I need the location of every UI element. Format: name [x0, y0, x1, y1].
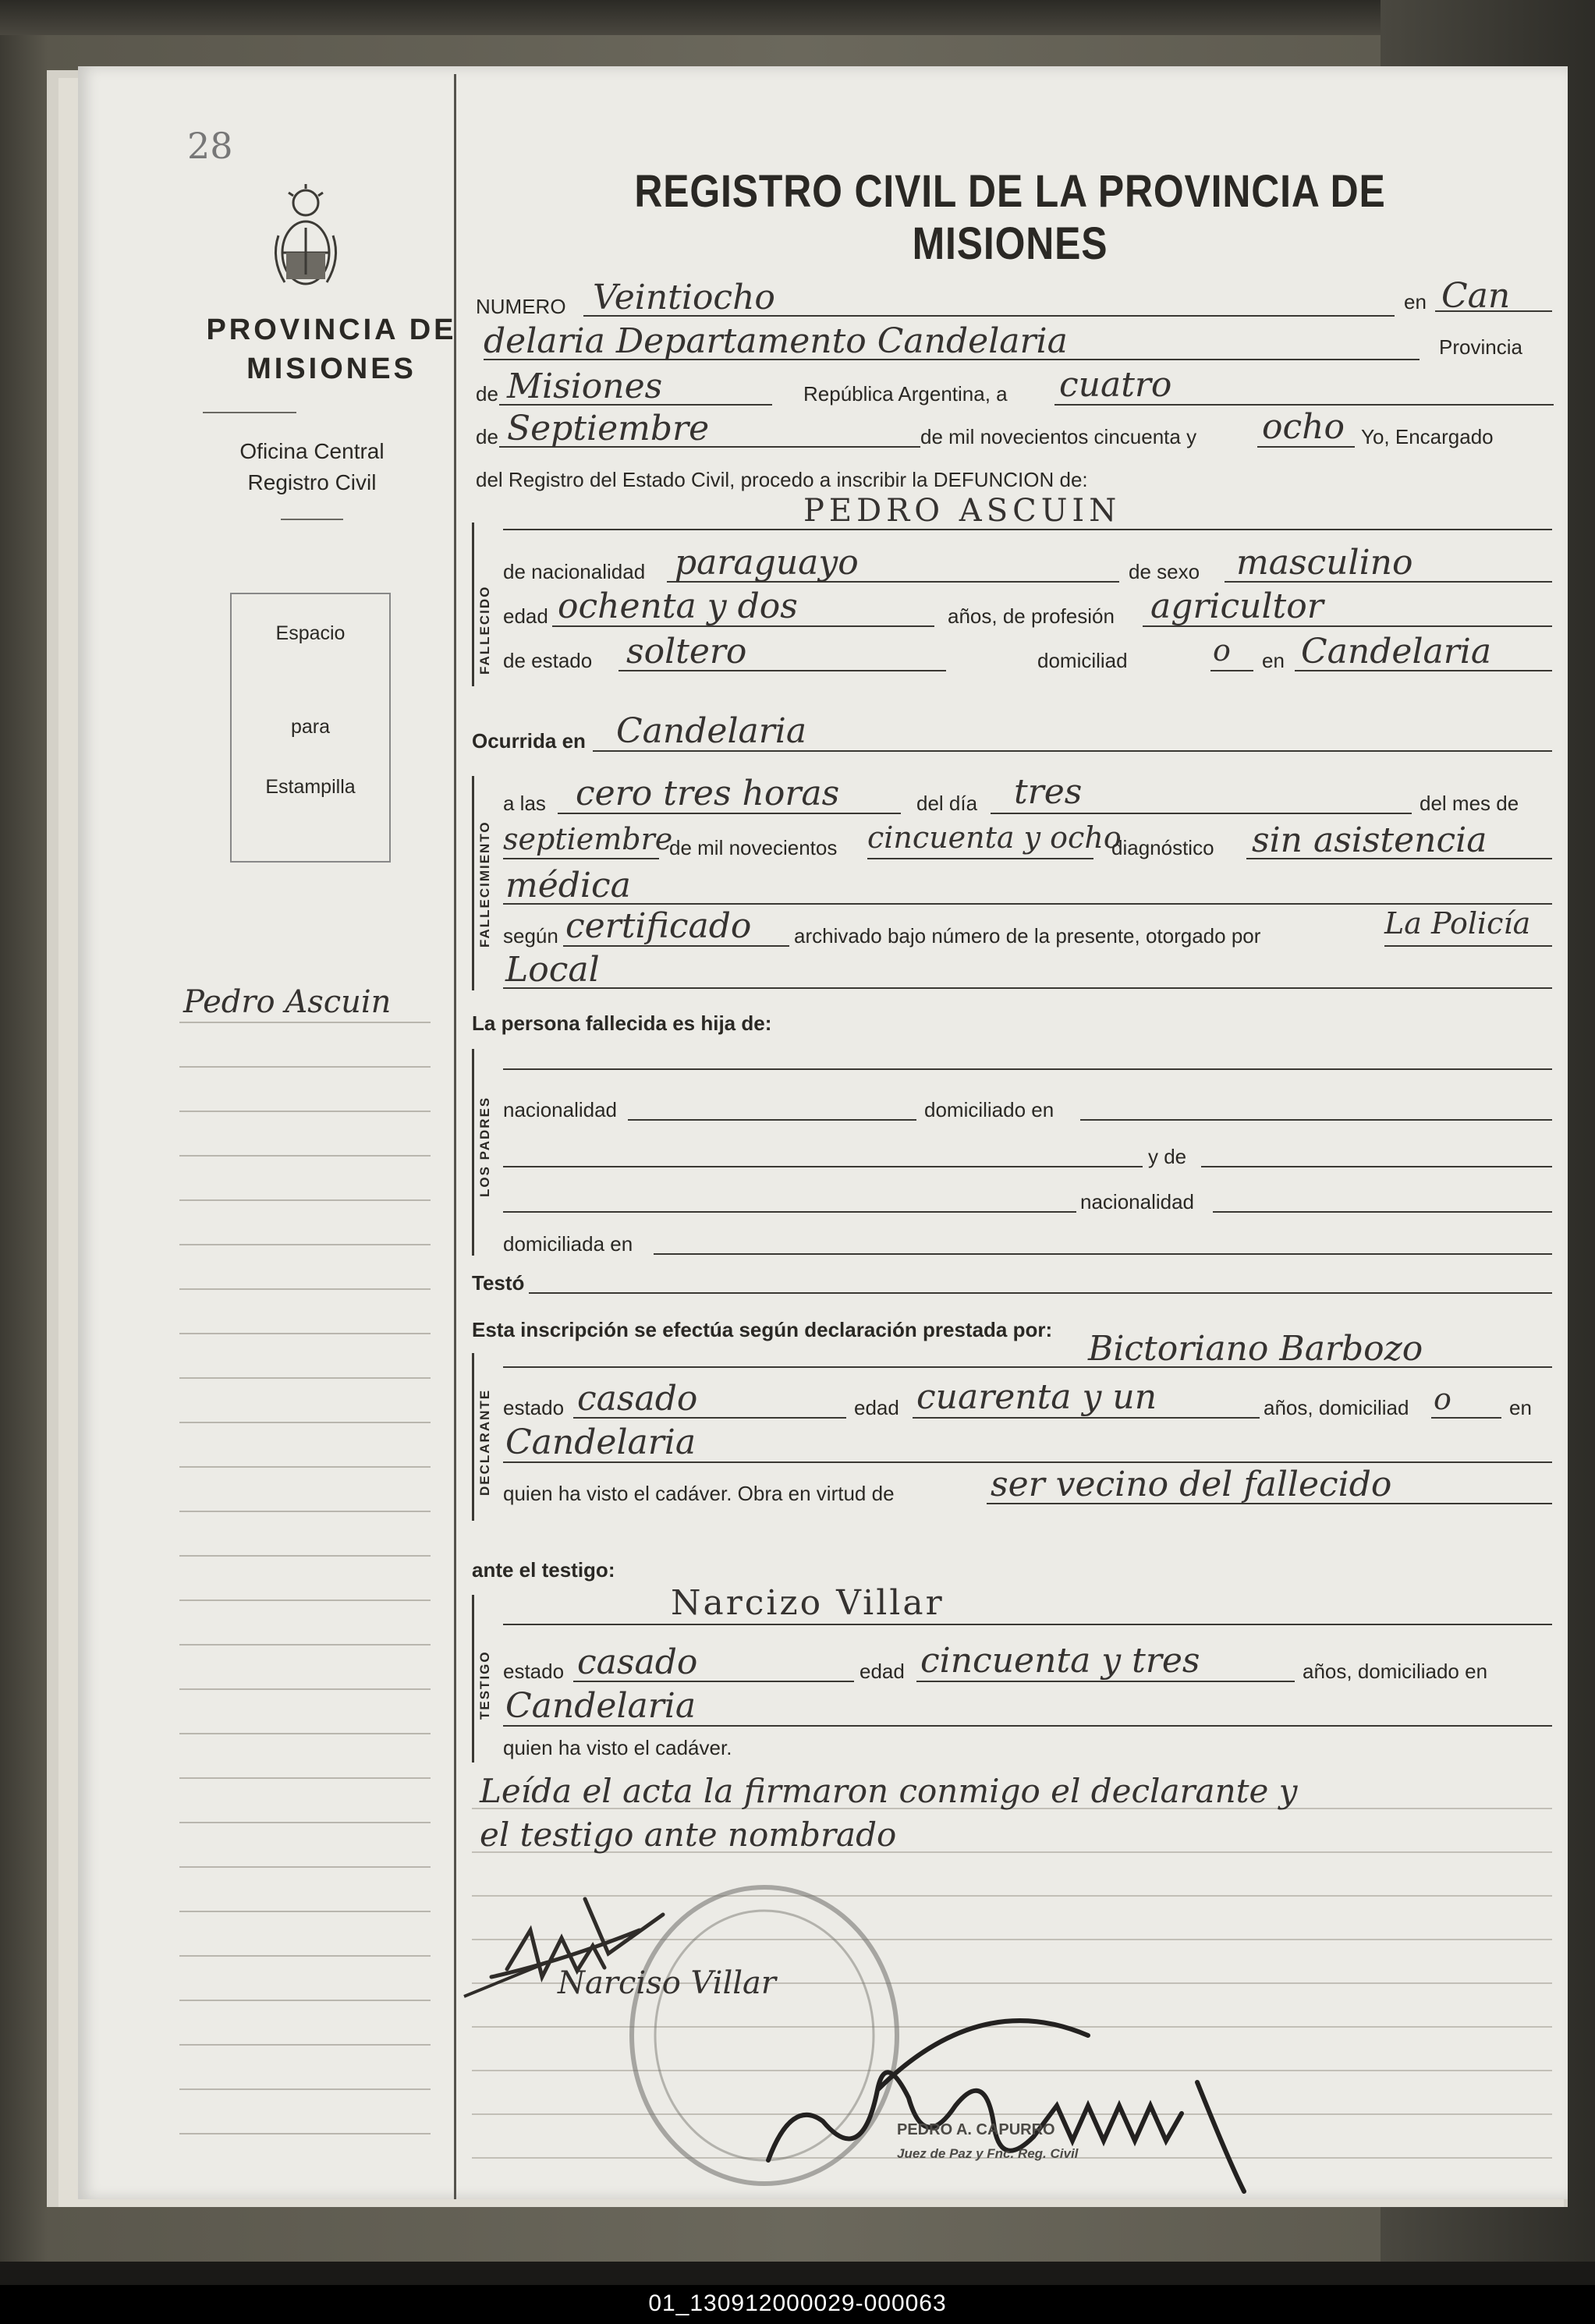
line-madre-nacionalidad: [1213, 1211, 1552, 1213]
value-testigo-domicilio: Candelaria: [505, 1686, 696, 1726]
label-numero: NUMERO: [476, 295, 566, 318]
testigo-bar: [472, 1595, 474, 1762]
label-estado: de estado: [503, 649, 593, 672]
side-label-declarante: DECLARANTE: [477, 1388, 492, 1496]
closing-line-2: el testigo ante nombrado: [480, 1816, 897, 1854]
value-en-part1: Can: [1441, 276, 1511, 316]
line-deceased-name: [503, 529, 1552, 530]
stub-ruled-line: [179, 1644, 431, 1646]
label-del-dia: del día: [916, 792, 978, 815]
footer-image-code: 01_130912000029-000063: [648, 2290, 947, 2316]
stub-ruled-line: [179, 1377, 431, 1379]
label-ante-testigo: ante el testigo:: [472, 1558, 615, 1582]
stub-ruled-line: [179, 1422, 431, 1423]
stub-ruled-line: [179, 1066, 431, 1068]
stub-ruled-line: [179, 1822, 431, 1823]
stub-ruled-line: [179, 1955, 431, 1957]
value-edad: ochenta y dos: [558, 586, 798, 626]
label-testigo-estado: estado: [503, 1660, 565, 1683]
line-declarante-dom-suffix: [1431, 1417, 1501, 1419]
label-mil-novecientos: de mil novecientos cincuenta y: [920, 425, 1197, 448]
label-testigo-edad: edad: [860, 1660, 905, 1683]
line-madre-nombre: [1201, 1166, 1552, 1167]
value-testigo-nombre: Narcizo Villar: [671, 1583, 945, 1623]
value-anio: ocho: [1262, 407, 1345, 447]
line-domicilio-suffix: [1210, 670, 1253, 671]
label-padre-nacionalidad: nacionalidad: [503, 1098, 618, 1121]
value-testigo-estado: casado: [577, 1642, 698, 1682]
value-dia-muerte: tres: [1014, 772, 1083, 812]
stub-ruled-line: [179, 1288, 431, 1290]
label-provincia: Provincia: [1439, 335, 1522, 359]
value-testigo-edad: cincuenta y tres: [920, 1641, 1200, 1681]
line-testigo-nombre: [503, 1624, 1552, 1625]
value-en-part2: delaria Departamento Candelaria: [484, 321, 1068, 361]
stub-province-title: PROVINCIA DE MISIONES: [206, 314, 457, 385]
label-republica: República Argentina, a: [803, 382, 1008, 406]
stub-ruled-line: [179, 1199, 431, 1201]
stub-ruled-line: [179, 1733, 431, 1734]
value-domicilio: Candelaria: [1301, 632, 1492, 671]
stub-separator: [454, 74, 456, 2199]
stamp-label-1: Espacio: [275, 622, 346, 644]
value-numero: Veintiocho: [593, 278, 775, 317]
value-mes: Septiembre: [507, 409, 710, 448]
stub-ruled-line: [179, 2044, 431, 2046]
value-otorgado-2: Local: [505, 950, 600, 990]
value-dia: cuatro: [1059, 365, 1172, 405]
label-domiciliado: domiciliad: [1037, 649, 1128, 672]
label-declarante-estado: estado: [503, 1396, 565, 1419]
line-dia-muerte: [991, 813, 1412, 814]
label-mil-novecientos-2: de mil novecientos: [669, 836, 838, 859]
stub-ruled-line: [179, 2133, 431, 2134]
line-padre-nombre: [503, 1068, 1552, 1070]
signature-stroke: [460, 1954, 554, 2000]
side-label-fallecido: FALLECIDO: [477, 585, 492, 675]
stub-ruled-line: [179, 1111, 431, 1112]
label-yo-encargado: Yo, Encargado: [1361, 425, 1494, 448]
value-mes-muerte: septiembre: [503, 822, 673, 856]
padres-bar: [472, 1049, 474, 1256]
label-quien-ha-visto-obra: quien ha visto el cadáver. Obra en virtud de: [503, 1482, 895, 1505]
stub-ruled-line: [179, 1022, 431, 1023]
line-testigo-edad: [916, 1681, 1295, 1682]
stub-ruled-line: [179, 2000, 431, 2001]
label-anios-profesion: años, de profesión: [948, 604, 1115, 628]
line-otorgado: [1384, 945, 1552, 947]
signature-testigo-text: Narciso Villar: [558, 1965, 777, 2001]
value-diagnostico-2: médica: [505, 866, 631, 905]
stub-deceased-name: Pedro Ascuin: [183, 984, 392, 1020]
label-del-mes-de: del mes de: [1420, 792, 1519, 815]
argentina-coat-of-arms-icon: [269, 181, 343, 294]
label-inscripcion: Esta inscripción se efectúa según declaración prestada por:: [472, 1318, 1053, 1341]
stub-office-line2: Registro Civil: [247, 470, 377, 494]
line-padre-domicilio: [1080, 1119, 1552, 1121]
value-diagnostico-1: sin asistencia: [1252, 820, 1487, 860]
line-diagnostico-2: [503, 903, 1552, 905]
form-title: REGISTRO CIVIL DE LA PROVINCIA DE MISIONES: [634, 166, 1386, 269]
stamp-label-3: Estampilla: [265, 776, 356, 798]
value-ocurrida: Candelaria: [616, 711, 807, 751]
value-declarante-domicilio: Candelaria: [505, 1422, 696, 1462]
label-madre-nacionalidad: nacionalidad: [1080, 1190, 1195, 1213]
label-declarante-anios: años, domiciliad: [1264, 1396, 1409, 1419]
label-hija-de: La persona fallecida es hija de:: [472, 1011, 772, 1035]
declarante-bar: [472, 1353, 474, 1521]
label-archivado: archivado bajo número de la presente, otorgado por: [794, 924, 1261, 948]
line-testo: [529, 1292, 1552, 1294]
label-declarante-edad: edad: [854, 1396, 899, 1419]
value-nacionalidad: paraguayo: [675, 543, 859, 583]
value-provincia-de: Misiones: [507, 367, 663, 406]
label-quien-ha-visto: quien ha visto el cadáver.: [503, 1736, 732, 1759]
value-sexo: masculino: [1236, 543, 1413, 583]
stub-ruled-line: [179, 1777, 431, 1779]
line-declarante-edad: [913, 1417, 1260, 1419]
value-anio-muerte: cincuenta y ocho: [867, 820, 1122, 855]
value-declarante-edad: cuarenta y un: [916, 1377, 1157, 1417]
signature-juez: [760, 2004, 1306, 2207]
stub-ruled-line: [179, 1600, 431, 1601]
label-sexo: de sexo: [1129, 560, 1200, 583]
value-domicilio-suffix: o: [1213, 633, 1231, 668]
stub-ruled-line: [179, 1466, 431, 1468]
label-a-las: a las: [503, 792, 546, 815]
label-en-domicilio: en: [1262, 649, 1285, 672]
value-obra-virtud: ser vecino del fallecido: [991, 1465, 1392, 1504]
label-y-de: y de: [1148, 1145, 1187, 1168]
label-ocurrida: Ocurrida en: [472, 729, 586, 753]
stub-rule: [203, 412, 296, 413]
stub-ruled-line: [179, 1688, 431, 1690]
side-label-padres: LOS PADRES: [477, 1096, 492, 1197]
label-en: en: [1404, 290, 1427, 314]
value-estado: soltero: [626, 632, 747, 671]
stub-office-line1: Oficina Central: [239, 439, 385, 463]
label-testigo-anios: años, domiciliado en: [1303, 1660, 1488, 1683]
stub-ruled-line: [179, 1911, 431, 1912]
stub-ruled-line: [179, 1333, 431, 1334]
stub-ruled-line: [179, 1555, 431, 1557]
stamp-official-title: Juez de Paz y Fnc. Reg. Civil: [897, 2146, 1079, 2161]
fallecimiento-bar: [472, 776, 474, 990]
line-padre-nacionalidad: [628, 1119, 916, 1121]
label-declarante-en: en: [1509, 1396, 1532, 1419]
label-de-2: de: [476, 425, 498, 448]
label-edad: edad: [503, 604, 548, 628]
label-registro-line: del Registro del Estado Civil, procedo a inscribir la DEFUNCION de:: [476, 468, 1088, 491]
label-nacionalidad: de nacionalidad: [503, 560, 646, 583]
label-testo: Testó: [472, 1271, 525, 1295]
line-mes-muerte: [503, 858, 659, 859]
value-deceased-name: PEDRO ASCUIN: [803, 493, 1122, 529]
side-label-testigo: TESTIGO: [477, 1650, 492, 1720]
line-madre-nombre-2: [503, 1211, 1076, 1213]
stub-rule: [281, 519, 343, 520]
value-segun: certificado: [565, 906, 752, 946]
label-diagnostico: diagnóstico: [1111, 836, 1214, 859]
label-de: de: [476, 382, 498, 406]
value-declarante-dom-suffix: o: [1434, 1382, 1451, 1416]
fallecido-bar: [472, 523, 474, 686]
stamp-label-2: para: [290, 716, 331, 738]
stub-ruled-line: [179, 1511, 431, 1512]
book-cover-top: [0, 0, 1595, 35]
label-segun: según: [503, 924, 558, 948]
line-madre-domicilio: [654, 1253, 1552, 1255]
stamp-official-name: PEDRO A. CAPURRO: [897, 2121, 1055, 2138]
value-otorgado-1: La Policía: [1384, 906, 1531, 941]
value-declarante-estado: casado: [577, 1379, 698, 1419]
stub-ruled-line: [179, 2088, 431, 2090]
value-hora: cero tres horas: [576, 774, 840, 813]
side-label-fallecimiento: FALLECIMIENTO: [477, 820, 492, 948]
stub-ruled-line: [179, 1866, 431, 1868]
line-otorgado-2: [503, 987, 1552, 989]
value-declarante-nombre: Bictoriano Barbozo: [1088, 1329, 1423, 1369]
stub-ruled-line: [179, 1155, 431, 1157]
closing-line-1: Leída el acta la firmaron conmigo el declarante y: [480, 1772, 1298, 1810]
value-profesion: agricultor: [1150, 586, 1324, 626]
line-padre-domicilio-2: [503, 1166, 1143, 1167]
label-padre-domiciliado: domiciliado en: [924, 1098, 1054, 1121]
stub-ruled-line: [179, 1244, 431, 1245]
stub-page-number: 28: [187, 125, 233, 167]
label-domiciliada: domiciliada en: [503, 1232, 633, 1256]
line-anio-muerte: [867, 858, 1093, 859]
